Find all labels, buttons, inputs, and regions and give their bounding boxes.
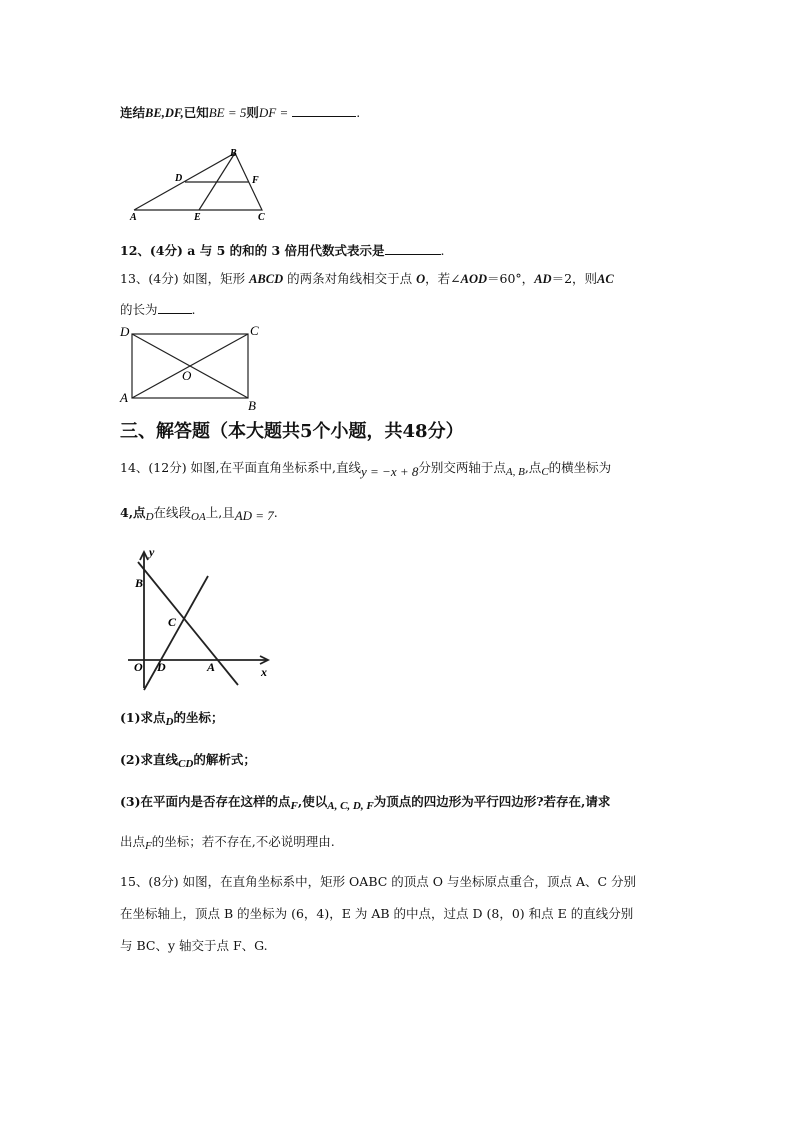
label-o: O: [134, 660, 143, 674]
q14-p3-text-e: 的坐标；若不存在,不必说明理由.: [151, 834, 335, 849]
label-x: x: [261, 665, 267, 679]
q12-end: .: [440, 243, 445, 258]
q14-p3-point-f: F: [290, 800, 298, 812]
label-c: C: [250, 323, 259, 338]
label-b: B: [248, 398, 256, 413]
q12-answer-blank: [385, 242, 441, 255]
q14-part-2: [120, 752, 256, 769]
q14-p3-points: A, C, D, F: [327, 800, 374, 812]
q11-expr-df: DF =: [258, 105, 289, 120]
q13-rect: ABCD: [249, 272, 284, 286]
label-a: A: [130, 212, 137, 223]
q13-text-b: 的两条对角线相交于点: [287, 271, 413, 286]
q14-text-c: ,点: [524, 460, 542, 475]
q13-text-c: ，若∠: [425, 271, 461, 286]
q14-p3-text-b: ,使以: [297, 794, 328, 809]
label-o: O: [182, 368, 192, 383]
q14-p3-text-c: 为顶点的四边形为平行四边形?若存在,请求: [373, 794, 611, 809]
q14-point-c: C: [541, 466, 549, 478]
coordinate-figure: [124, 540, 280, 692]
q14-text-h: .: [273, 505, 278, 520]
q13-ac: AC: [597, 272, 614, 286]
label-f: F: [252, 175, 259, 186]
q11-answer-blank: [292, 104, 356, 117]
q14-p3-text-d: 出点: [120, 834, 146, 849]
q14-ad-eq: AD = 7: [234, 508, 274, 523]
q14-equation: y = −x + 8: [361, 464, 419, 479]
q13-end: .: [191, 302, 196, 317]
q11-then: 则: [246, 105, 259, 120]
label-b: B: [230, 148, 237, 159]
q13-text-a: 13、(4分) 如图，矩形: [120, 271, 246, 286]
q14-text-d: 的横坐标为: [548, 460, 612, 475]
q14-text-a: 14、(12分) 如图,在平面直角坐标系中,直线: [120, 460, 361, 475]
label-c: C: [258, 212, 265, 223]
q15-line-1: 15、(8分) 如图，在直角坐标系中，矩形 OABC 的顶点 O 与坐标原点重合，顶点 A、C 分别: [120, 874, 637, 889]
q14-p2-text-a: (2)求直线: [120, 752, 179, 767]
q14-part-3-cont: [120, 834, 335, 851]
q12-line: [120, 242, 445, 259]
label-b: B: [135, 576, 144, 590]
label-y: y: [149, 545, 155, 559]
q14-text-g: 上,且: [205, 505, 235, 520]
q13-ad: AD: [534, 272, 552, 286]
triangle-figure: [128, 146, 278, 224]
q14-part-3: [120, 794, 610, 811]
q15-line-3: 与 BC、y 轴交于点 F、G.: [120, 938, 268, 953]
label-d: D: [120, 324, 130, 339]
q13-text-e: ＝2，则: [551, 271, 598, 286]
label-c: C: [168, 615, 177, 629]
q13-answer-blank: [158, 301, 192, 314]
line-ab: [138, 562, 238, 685]
q14-text-b: 分别交两轴于点: [418, 460, 506, 475]
q11-expr-be: BE = 5: [208, 105, 247, 120]
q11-segments: BE,DF,: [145, 106, 184, 120]
q14-p1-text-b: 的坐标；: [173, 710, 224, 725]
q12-text: 12、(4分) a 与 5 的和的 3 倍用代数式表示是: [120, 243, 385, 258]
q11-known: 已知: [183, 105, 209, 120]
q13-point-o: O: [416, 272, 426, 286]
q15-line-2: 在坐标轴上，顶点 B 的坐标为 (6，4)，E 为 AB 的中点，过点 D (8，0) 和点 E 的直线分别: [120, 906, 634, 921]
q13-text-d: ＝60°，: [487, 271, 535, 286]
q14-p3-text-a: (3)在平面内是否存在这样的点: [120, 794, 291, 809]
section-3-title: 三、解答题（本大题共5个小题，共48分）: [120, 421, 464, 442]
q14-p3-point-f2: F: [145, 840, 152, 852]
label-d: D: [175, 173, 183, 184]
q14-text-e: 4,点: [120, 505, 146, 520]
label-e: E: [194, 212, 201, 223]
q14-points-ab: A, B: [505, 466, 525, 478]
q11-end: .: [356, 105, 361, 120]
q14-point-d: D: [145, 511, 154, 523]
q14-part-1: [120, 710, 224, 727]
label-d: D: [157, 660, 166, 674]
q13-line-1: [120, 271, 614, 287]
q14-segment-oa: OA: [191, 511, 206, 523]
q13-angle-aod: AOD: [460, 272, 488, 286]
q14-text-f: 在线段: [153, 505, 192, 520]
line-cd: [144, 576, 208, 690]
q11-line: [120, 104, 360, 121]
label-a: A: [120, 390, 128, 405]
label-a: A: [207, 660, 216, 674]
q11-prefix: 连结: [120, 105, 146, 120]
q14-p2-line-cd: CD: [178, 758, 194, 770]
q14-p1-point-d: D: [165, 716, 174, 728]
q14-line-2: [120, 505, 278, 522]
q14-line-1: [120, 460, 611, 477]
q13-text-l2: 的长为: [120, 302, 158, 317]
q14-p1-text-a: (1)求点: [120, 710, 166, 725]
q14-p2-text-b: 的解析式；: [193, 752, 256, 767]
rectangle-figure: [118, 322, 268, 412]
q13-line-2: [120, 301, 196, 318]
